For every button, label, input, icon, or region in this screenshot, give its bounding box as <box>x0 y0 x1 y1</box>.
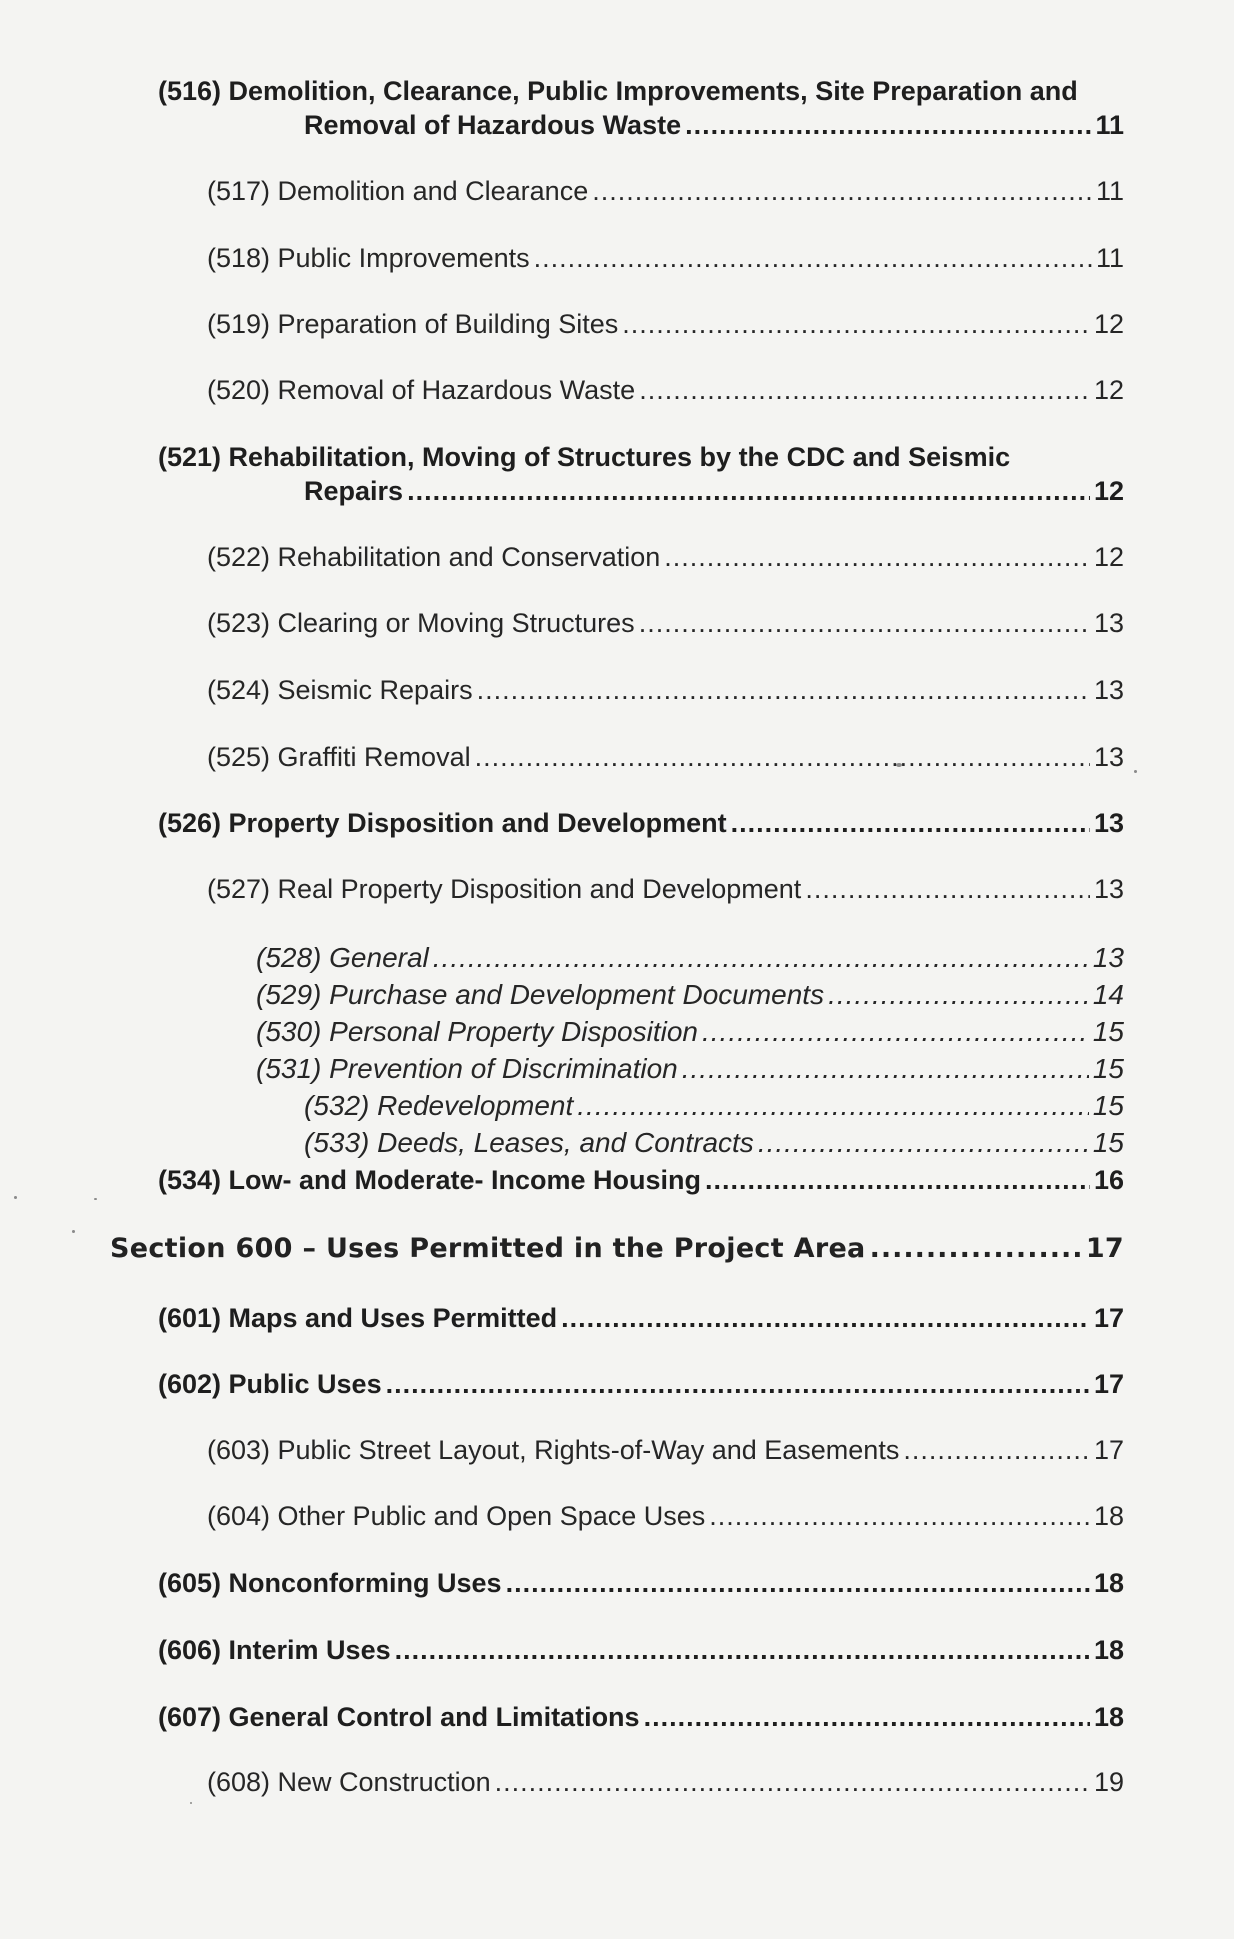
toc-entry-label: (604) Other Public and Open Space Uses <box>207 1501 706 1531</box>
toc-entry-529 <box>256 978 1124 1012</box>
dot-leader <box>805 872 1090 906</box>
toc-entry-522 <box>207 540 1124 574</box>
toc-entry-523 <box>207 606 1124 640</box>
toc-entry-524 <box>207 673 1124 707</box>
toc-page-number: 13 <box>1093 742 1124 772</box>
toc-entry-531 <box>256 1052 1124 1086</box>
toc-entry-521-line1: (521) Rehabilitation, Moving of Structures by the CDC and Seismic <box>158 442 1011 472</box>
toc-page-number: 13 <box>1093 874 1124 904</box>
toc-page-number: 18 <box>1093 1702 1124 1732</box>
toc-entry-608 <box>207 1765 1124 1799</box>
dot-leader <box>709 1499 1090 1533</box>
toc-page-number: 15 <box>1092 1016 1124 1047</box>
scan-speck <box>1134 770 1137 773</box>
scan-speck <box>72 1230 75 1233</box>
toc-entry-label: (519) Preparation of Building Sites <box>207 309 619 339</box>
toc-entry-label: (518) Public Improvements <box>207 243 530 273</box>
toc-section-600 <box>110 1232 1124 1266</box>
toc-entry-label: (528) General <box>256 942 429 973</box>
toc-entry-530 <box>256 1015 1124 1049</box>
toc-entry-518 <box>207 241 1124 275</box>
toc-entry-527 <box>207 872 1124 906</box>
toc-page-number: 18 <box>1093 1501 1124 1531</box>
dot-leader <box>386 1367 1090 1401</box>
toc-entry-602 <box>158 1367 1124 1401</box>
toc-page-number: 13 <box>1093 608 1124 638</box>
dot-leader <box>477 673 1090 707</box>
dot-leader <box>475 740 1090 774</box>
toc-page-number: 15 <box>1092 1090 1124 1121</box>
dot-leader <box>685 108 1091 142</box>
toc-entry-label: (606) Interim Uses <box>158 1635 391 1665</box>
toc-entry-603 <box>207 1433 1124 1467</box>
toc-entry-519 <box>207 307 1124 341</box>
toc-entry-534 <box>158 1163 1124 1197</box>
toc-page-number: 13 <box>1093 675 1124 705</box>
dot-leader <box>731 806 1090 840</box>
toc-entry-label: (527) Real Property Disposition and Development <box>207 874 802 904</box>
scan-speck <box>14 1196 17 1199</box>
dot-leader <box>592 174 1092 208</box>
dot-leader <box>664 540 1090 574</box>
toc-entry-521 <box>158 440 1124 508</box>
toc-entry-528 <box>256 941 1124 975</box>
dot-leader <box>534 241 1092 275</box>
toc-entry-525 <box>207 740 1124 774</box>
toc-page-number: 15 <box>1092 1127 1124 1158</box>
dot-leader <box>702 1015 1089 1049</box>
toc-page-number: 11 <box>1095 243 1124 273</box>
toc-page-number: 18 <box>1093 1568 1124 1598</box>
toc-page-number: 12 <box>1093 542 1124 572</box>
toc-entry-533 <box>304 1126 1124 1160</box>
dot-leader <box>705 1163 1090 1197</box>
toc-entry-label: (534) Low- and Moderate- Income Housing <box>158 1165 702 1195</box>
dot-leader <box>644 1700 1090 1734</box>
scan-speck <box>94 1198 97 1200</box>
dot-leader <box>639 373 1090 407</box>
toc-entry-517 <box>207 174 1124 208</box>
toc-entry-516-line1: (516) Demolition, Clearance, Public Improvements, Site Preparation and <box>158 76 1078 106</box>
toc-page-number: 14 <box>1092 979 1124 1010</box>
toc-entry-label: (520) Removal of Hazardous Waste <box>207 375 636 405</box>
dot-leader <box>622 307 1090 341</box>
toc-page-number: 17 <box>1093 1435 1124 1465</box>
toc-entry-label: (605) Nonconforming Uses <box>158 1568 502 1598</box>
dot-leader <box>395 1633 1090 1667</box>
toc-entry-label: (524) Seismic Repairs <box>207 675 473 705</box>
toc-entry-521-line2: Repairs <box>304 476 404 506</box>
toc-entry-label: (525) Graffiti Removal <box>207 742 471 772</box>
toc-entry-516 <box>158 74 1124 142</box>
toc-entry-604 <box>207 1499 1124 1533</box>
dot-leader <box>903 1433 1090 1467</box>
dot-leader <box>577 1089 1089 1123</box>
toc-entry-label: (601) Maps and Uses Permitted <box>158 1303 558 1333</box>
scan-speck <box>190 1802 192 1804</box>
toc-page-number: 18 <box>1093 1635 1124 1665</box>
dot-leader <box>433 941 1089 975</box>
toc-entry-label: (522) Rehabilitation and Conservation <box>207 542 661 572</box>
toc-page-number: 19 <box>1093 1767 1124 1797</box>
toc-entry-607 <box>158 1700 1124 1734</box>
toc-page-number: 16 <box>1093 1165 1124 1195</box>
toc-entry-601 <box>158 1301 1124 1335</box>
dot-leader <box>407 474 1090 508</box>
toc-entry-605 <box>158 1566 1124 1600</box>
toc-entry-label: (608) New Construction <box>207 1767 491 1797</box>
toc-entry-label: (533) Deeds, Leases, and Contracts <box>304 1127 754 1158</box>
toc-entry-606 <box>158 1633 1124 1667</box>
toc-entry-label: (517) Demolition and Clearance <box>207 176 589 206</box>
toc-entry-label: (532) Redevelopment <box>304 1090 574 1121</box>
toc-entry-label: (607) General Control and Limitations <box>158 1702 640 1732</box>
section-heading: Section 600 – Uses Permitted in the Project Area <box>110 1233 866 1264</box>
dot-leader <box>828 978 1089 1012</box>
toc-entry-label: (602) Public Uses <box>158 1369 382 1399</box>
toc-page-number: 13 <box>1092 942 1124 973</box>
toc-page-number: 17 <box>1093 1303 1124 1333</box>
toc-page-number: 13 <box>1093 808 1124 838</box>
toc-page-number: 12 <box>1093 476 1124 506</box>
toc-entry-label: (523) Clearing or Moving Structures <box>207 608 635 638</box>
dot-leader <box>870 1232 1082 1266</box>
toc-page-number: 11 <box>1095 110 1124 140</box>
toc-entry-label: (531) Prevention of Discrimination <box>256 1053 678 1084</box>
toc-entry-label: (603) Public Street Layout, Rights-of-Way and Easements <box>207 1435 900 1465</box>
dot-leader <box>495 1765 1090 1799</box>
toc-page-number: 12 <box>1093 309 1124 339</box>
toc-page-number: 15 <box>1092 1053 1124 1084</box>
dot-leader <box>506 1566 1090 1600</box>
toc-page-number: 11 <box>1095 176 1124 206</box>
scan-speck <box>896 763 902 767</box>
dot-leader <box>639 606 1090 640</box>
toc-page-number: 12 <box>1093 375 1124 405</box>
toc-entry-label: (530) Personal Property Disposition <box>256 1016 698 1047</box>
dot-leader <box>758 1126 1089 1160</box>
dot-leader <box>682 1052 1089 1086</box>
toc-entry-516-line2: Removal of Hazardous Waste <box>304 110 682 140</box>
toc-entry-label: (529) Purchase and Development Documents <box>256 979 825 1010</box>
toc-entry-label: (526) Property Disposition and Development <box>158 808 727 838</box>
toc-page-number: 17 <box>1085 1233 1124 1264</box>
toc-entry-526 <box>158 806 1124 840</box>
toc-entry-532 <box>304 1089 1124 1123</box>
toc-page-number: 17 <box>1093 1369 1124 1399</box>
dot-leader <box>561 1301 1090 1335</box>
toc-entry-520 <box>207 373 1124 407</box>
